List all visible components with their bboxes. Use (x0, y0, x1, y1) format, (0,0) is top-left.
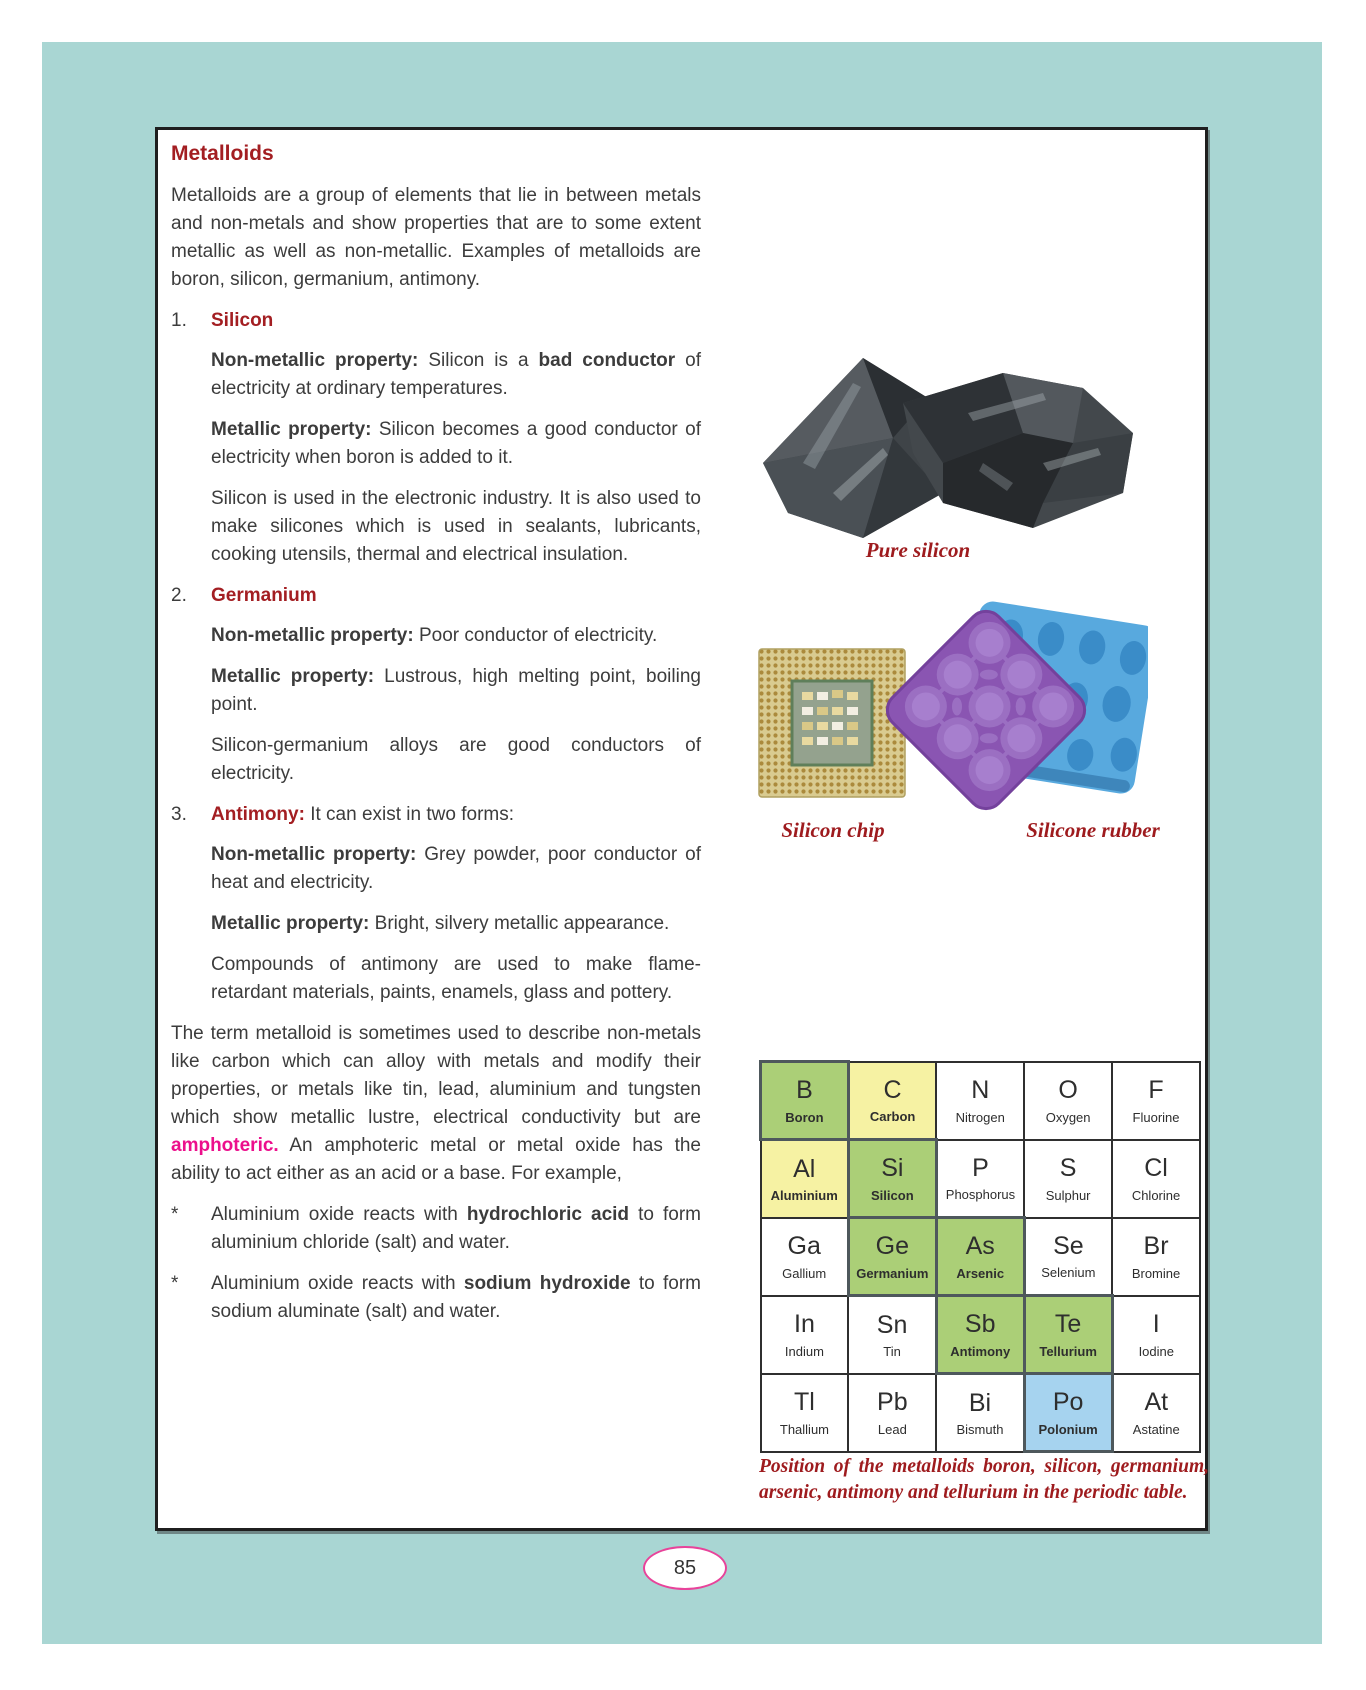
element-cell-Br: Br Bromine (1112, 1218, 1200, 1296)
element-cell-Ge: Ge Germanium (848, 1218, 936, 1296)
bullet-marker: * (171, 1204, 179, 1225)
item-paragraph: Non-metallic property: Poor conductor of electricity. (211, 625, 658, 646)
periodic-table-caption: Position of the metalloids boron, silicon, germanium, arsenic, antimony and tellurium in the periodic table. (759, 1456, 1209, 1504)
closing-paragraph: The term metalloid is sometimes used to describe non-metals like carbon which can alloy with metals and modify their properties, or metals like tin, lead, aluminium and tungsten which show metallic lustre, electrical conductivity but are amphoteric. An amphoteric metal or metal oxide has the ability to act either as an acid or a base. For example, (171, 1023, 701, 1184)
item-paragraph: Silicon is used in the electronic industry. It is also used to make silicones which is used in sealants, lubricants, cooking utensils, thermal and electrical insulation. (211, 488, 701, 565)
element-cell-S: S Sulphur (1024, 1140, 1112, 1218)
element-cell-F: F Fluorine (1112, 1062, 1200, 1140)
element-cell-Pb: Pb Lead (848, 1374, 936, 1452)
element-cell-Sb: Sb Antimony (936, 1296, 1024, 1374)
pure-silicon-caption: Pure silicon (865, 538, 971, 562)
item-number: 3. (171, 804, 187, 825)
element-cell-B: B Boron (761, 1062, 849, 1140)
bullet-text: Aluminium oxide reacts with sodium hydroxide to form sodium aluminate (salt) and water. (211, 1273, 702, 1322)
item-paragraph: Metallic property: Bright, silvery metallic appearance. (211, 913, 670, 934)
page-number: 85 (673, 1556, 697, 1579)
list-item-silicon (171, 307, 701, 569)
item-paragraph: Metallic property: Silicon becomes a good conductor of electricity when boron is added to it. (211, 419, 701, 468)
item-paragraph: Non-metallic property: Grey powder, poor conductor of heat and electricity. (211, 844, 701, 893)
element-cell-As: As Arsenic (936, 1218, 1024, 1296)
element-cell-Po: Po Polonium (1024, 1374, 1112, 1452)
element-cell-Ga: Ga Gallium (761, 1218, 849, 1296)
periodic-table (759, 1060, 1201, 1453)
list-item-antimony (171, 801, 701, 1007)
item-number: 2. (171, 585, 187, 606)
intro-paragraph: Metalloids are a group of elements that lie in between metals and non-metals and show properties that are to some extent metallic as well as non-metallic. Examples of metalloids are boron, silicon, germanium, antimony. (171, 185, 701, 290)
element-cell-I: I Iodine (1112, 1296, 1200, 1374)
item-paragraph: Compounds of antimony are used to make flame-retardant materials, paints, enamels, glass and pottery. (211, 954, 701, 1003)
item-number: 1. (171, 310, 187, 331)
silicone-rubber-image (878, 598, 1148, 813)
item-paragraph: Metallic property: Lustrous, high melting point, boiling point. (211, 666, 701, 715)
element-cell-Bi: Bi Bismuth (936, 1374, 1024, 1452)
item-title: Antimony: It can exist in two forms: (211, 804, 515, 825)
text-column (171, 138, 701, 1339)
element-cell-Te: Te Tellurium (1024, 1296, 1112, 1374)
element-cell-Se: Se Selenium (1024, 1218, 1112, 1296)
pure-silicon-image (743, 343, 1143, 543)
bullet-marker: * (171, 1273, 179, 1294)
item-title: Silicon (211, 310, 274, 331)
bullet-text: Aluminium oxide reacts with hydrochloric acid to form aluminium chloride (salt) and water. (211, 1204, 701, 1253)
item-paragraph: Non-metallic property: Silicon is a bad conductor of electricity at ordinary temperatures. (211, 350, 701, 399)
item-paragraph: Silicon-germanium alloys are good conductors of electricity. (211, 735, 701, 784)
silicon-chip-caption: Silicon chip (781, 818, 885, 842)
bullet-hydrochloric (171, 1201, 701, 1257)
section-heading: Metalloids (171, 142, 274, 165)
element-cell-At: At Astatine (1112, 1374, 1200, 1452)
element-cell-Al: Al Aluminium (761, 1140, 849, 1218)
element-cell-N: N Nitrogen (936, 1062, 1024, 1140)
silicone-rubber-caption: Silicone rubber (1026, 818, 1160, 842)
element-cell-In: In Indium (761, 1296, 849, 1374)
element-cell-Si: Si Silicon (848, 1140, 936, 1218)
element-cell-Cl: Cl Chlorine (1112, 1140, 1200, 1218)
item-title: Germanium (211, 585, 317, 606)
list-item-germanium (171, 582, 701, 788)
element-cell-Sn: Sn Tin (848, 1296, 936, 1374)
element-cell-C: C Carbon (848, 1062, 936, 1140)
content-box (155, 127, 1208, 1531)
page-number-badge (643, 1546, 727, 1590)
element-cell-Tl: Tl Thallium (761, 1374, 849, 1452)
bullet-sodium-hydroxide (171, 1270, 701, 1326)
element-cell-O: O Oxygen (1024, 1062, 1112, 1140)
element-cell-P: P Phosphorus (936, 1140, 1024, 1218)
